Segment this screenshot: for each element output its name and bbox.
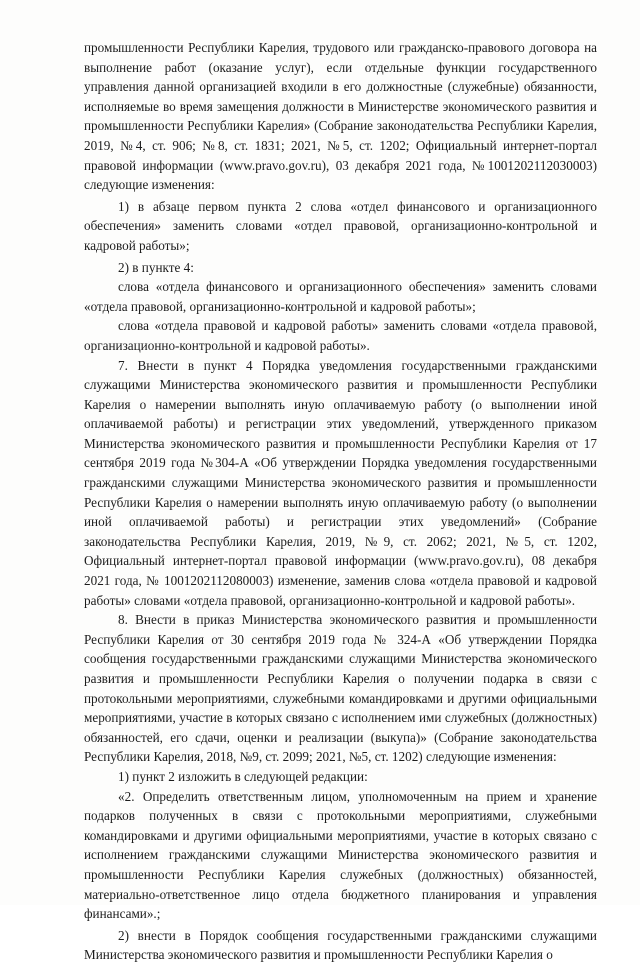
paragraph-item-2-sub-b: слова «отдела правовой и кадровой работы» заменить словами «отдела правовой, организационно-контрольной и кадровой работы». — [84, 318, 597, 353]
paragraph-section-8-item-2: 2) внести в Порядок сообщения государственными гражданскими служащими Министерства экономического развития и промышленности Республики Карелия о — [84, 927, 597, 963]
paragraph-section-8-item-1: 1) пункт 2 изложить в следующей редакции: — [118, 768, 368, 784]
paragraph-section-8: 8. Внести в приказ Министерства экономического развития и промышленности Республики Карелия от 30 сентября 2019 года № 324-А «Об утверждении Порядка сообщения государственными гражданскими служащими Министерства экономического развития и промышленности Республики Карелия о получении подарка в связи с протокольными мероприятиями, служебными командировками и другими официальными мероприятиями, участие в которых связано с исполнением ими служебных (должностных) обязанностей, его сдачи, оценки и реализации (выкупа)» (Собрание законодательства Республики Карелия, 2018, №9, ст. 2099; 2021, №5, ст. 1202) следующие изменения: — [84, 612, 597, 765]
paragraph-quoted-clause-2: «2. Определить ответственным лицом, уполномоченным на прием и хранение подарков полученных в связи с протокольными мероприятиями, служебными командировками и другими официальными мероприятиями, участие в которых связано с исполнением гражданскими служащими Министерства экономического развития и промышленности Республики Карелия служебных (должностных) обязанностей, материально-ответственное лицо отдела бюджетного планирования и управления финансами».; — [84, 788, 597, 922]
paragraph-continuation: промышленности Республики Карелия, трудового или гражданско-правового договора на выполнение работ (оказание услуг), если отдельные функции государственного управления данной организацией входили в его должностные (служебные) обязанности, исполняемые во время замещения должности в Министерстве экономического развития и промышленности Республики Карелия» (Собрание законодательства Республики Карелия, 2019, №4, ст. 906; №8, ст. 1831; 2021, №5, ст. 1202; Официальный интернет-портал правовой информации (www.pravo.gov.ru), 03 декабря 2021 года, №1001202112030003) следующие изменения: — [84, 40, 597, 193]
paragraph-item-2-sub-a: слова «отдела финансового и организационного обеспечения» заменить словами «отдела правовой, организационно-контрольной и кадровой работы»; — [84, 279, 597, 314]
document-body — [84, 38, 597, 965]
paragraph-section-7: 7. Внести в пункт 4 Порядка уведомления государственными гражданскими служащими Министерства экономического развития и промышленности Республики Карелия о намерении выполнять иную оплачиваемую работу (о выполнении иной оплачиваемой работы) и регистрации этих уведомлений, утвержденного приказом Министерства экономического развития и промышленности Республики Карелия от 17 сентября 2019 года №304-А «Об утверждении Порядка уведомления государственными гражданскими служащими Министерства экономического развития и промышленности Республики Карелия о намерении выполнять иную оплачиваемую работу (о выполнении иной оплачиваемой работы) и регистрации этих уведомлений» (Собрание законодательства Республики Карелия, 2019, №9, ст. 2062; 2021, №5, ст. 1202, Официальный интернет-портал правовой информации (www.pravo.gov.ru), 08 декабря 2021 года, № 1001202112080003) изменение, заменив слова «отдела правовой и кадровой работы» словами «отдела правовой, организационно-контрольной и кадровой работы». — [84, 357, 597, 608]
paragraph-item-2: 2) в пункте 4: — [118, 259, 194, 275]
paragraph-item-1: 1) в абзаце первом пункта 2 слова «отдел финансового и организационного обеспечения» заменить словами «отдел правовой, организационно-контрольной и кадровой работы»; — [84, 198, 597, 253]
